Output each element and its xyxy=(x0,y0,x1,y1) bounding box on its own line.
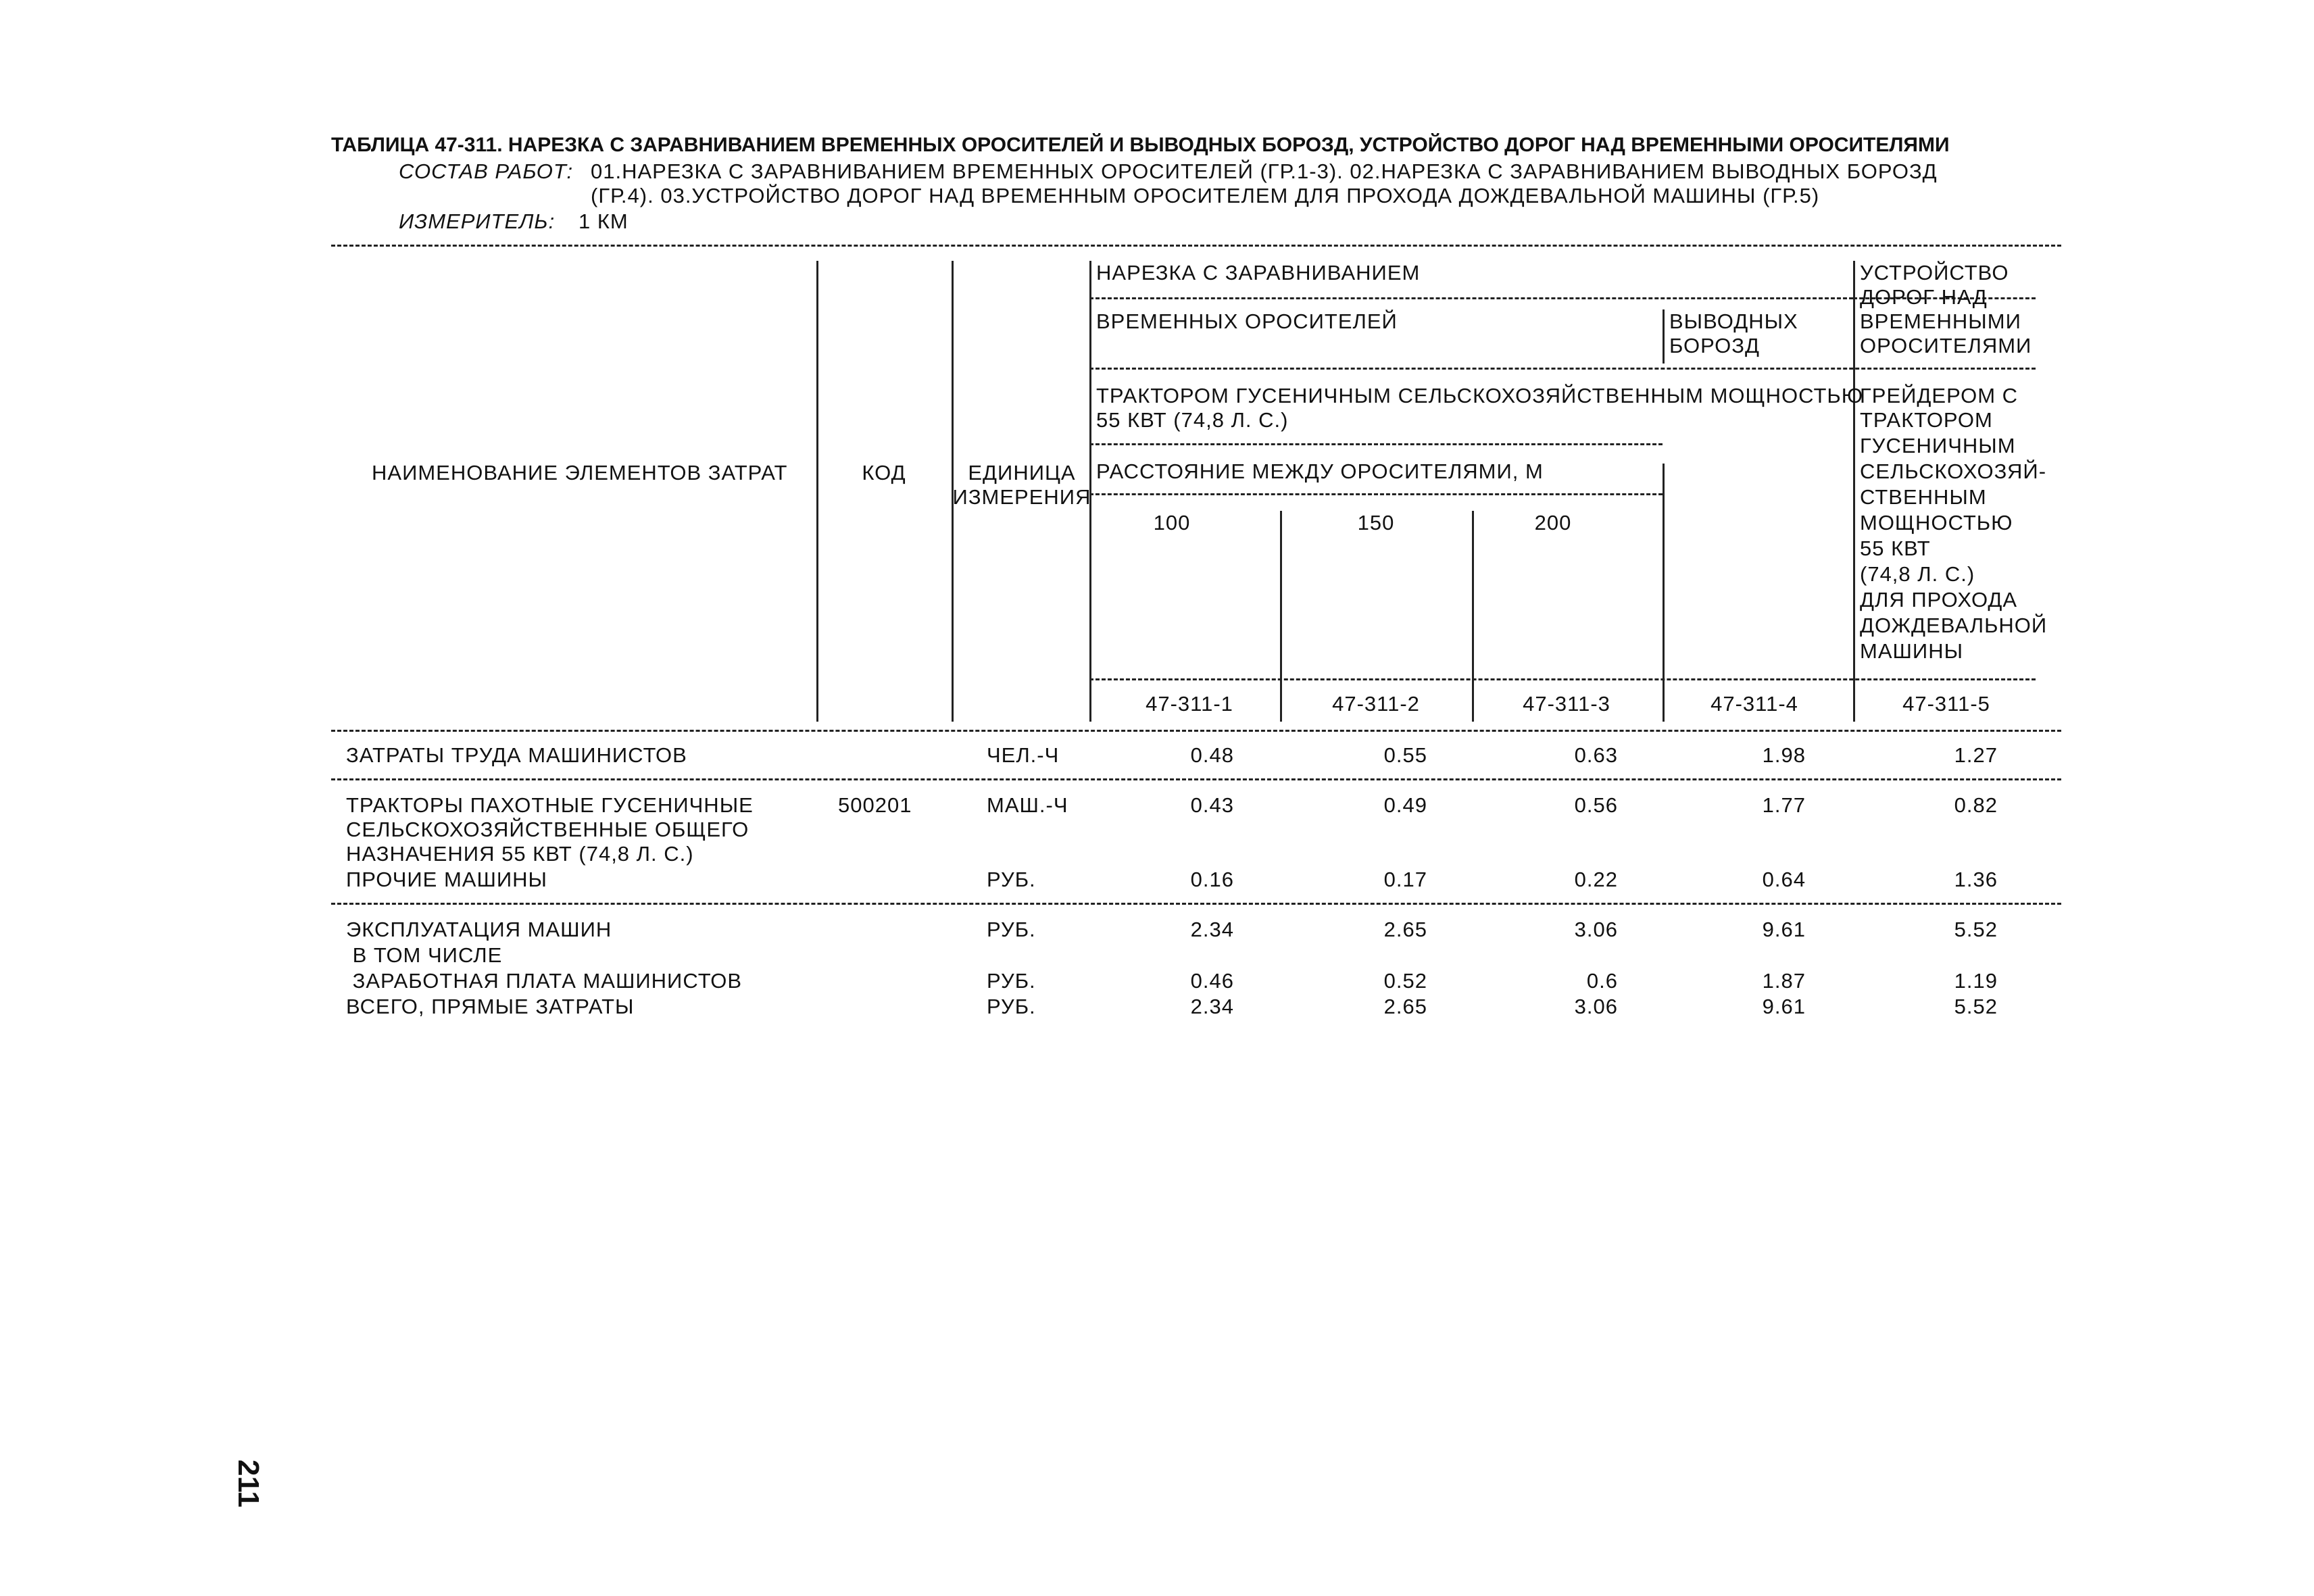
row-other-v1: 0.16 xyxy=(1190,868,1234,891)
col-divider-200 xyxy=(1472,511,1474,722)
row-labor-v4: 1.98 xyxy=(1762,743,1806,767)
header-grader-11: МАШИНЫ xyxy=(1860,639,1964,663)
rule-above-codes xyxy=(1089,678,2036,680)
row-wages-v1: 0.46 xyxy=(1190,969,1234,993)
col-divider-road xyxy=(1853,261,1855,722)
header-grader-4: СЕЛЬСКОХОЗЯЙ- xyxy=(1860,459,2047,483)
row-wages-v3: 0.6 xyxy=(1586,969,1618,993)
row-other-unit: РУБ. xyxy=(987,868,1036,891)
row-wages-v5: 1.19 xyxy=(1954,969,1998,993)
row-tractors-v2: 0.49 xyxy=(1383,793,1427,817)
row-rule-1 xyxy=(331,778,2061,780)
row-other-v5: 1.36 xyxy=(1954,868,1998,891)
row-total-name: ВСЕГО, ПРЯМЫЕ ЗАТРАТЫ xyxy=(346,995,635,1018)
col-divider-name xyxy=(816,261,818,722)
row-total-v1: 2.34 xyxy=(1190,995,1234,1018)
row-wages-name: ЗАРАБОТНАЯ ПЛАТА МАШИНИСТОВ xyxy=(346,969,743,993)
header-distance: РАССТОЯНИЕ МЕЖДУ ОРОСИТЕЛЯМИ, М xyxy=(1096,459,1544,483)
header-code-col: КОД xyxy=(862,461,906,484)
row-total-v4: 9.61 xyxy=(1762,995,1806,1018)
row-tractors-v3: 0.56 xyxy=(1574,793,1618,817)
works-line-1: 01.НАРЕЗКА С ЗАРАВНИВАНИЕМ ВРЕМЕННЫХ ОРОСИТЕЛЕЙ (ГР.1-3). 02.НАРЕЗКА С ЗАРАВНИВАНИЕМ ВЫВОДНЫХ БОРОЗД xyxy=(591,159,1938,183)
table-title: ТАБЛИЦА 47-311. НАРЕЗКА С ЗАРАВНИВАНИЕМ ВРЕМЕННЫХ ОРОСИТЕЛЕЙ И ВЫВОДНЫХ БОРОЗД, УСТРОЙСТВО ДОРОГ НАД ВРЕМЕННЫМИ ОРОСИТЕЛЯМИ xyxy=(331,134,1950,156)
col-divider-outlet xyxy=(1663,464,1665,722)
col-divider-150 xyxy=(1280,511,1282,722)
row-including-name: В ТОМ ЧИСЛЕ xyxy=(346,943,503,967)
header-sub-outlet-1: ВЫВОДНЫХ xyxy=(1669,309,1798,333)
code-col-4: 47-311-4 xyxy=(1710,692,1798,716)
row-operation-unit: РУБ. xyxy=(987,918,1036,941)
header-grader-5: СТВЕННЫМ xyxy=(1860,485,1987,509)
row-labor-v1: 0.48 xyxy=(1190,743,1234,767)
row-labor-name: ЗАТРАТЫ ТРУДА МАШИНИСТОВ xyxy=(346,743,687,767)
row-total-v5: 5.52 xyxy=(1954,995,1998,1018)
row-other-v3: 0.22 xyxy=(1574,868,1618,891)
table-top-rule xyxy=(331,245,2061,247)
row-tractors-unit: МАШ.-Ч xyxy=(987,793,1068,817)
row-operation-v3: 3.06 xyxy=(1574,918,1618,941)
header-grader-1: ГРЕЙДЕРОМ С xyxy=(1860,384,2019,407)
header-grader-9: ДЛЯ ПРОХОДА xyxy=(1860,588,2018,612)
header-sub-outlet-2: БОРОЗД xyxy=(1669,334,1760,357)
header-bottom-rule xyxy=(331,730,2061,732)
row-operation-name: ЭКСПЛУАТАЦИЯ МАШИН xyxy=(346,918,612,941)
row-tractors-code: 500201 xyxy=(838,793,912,817)
row-tractors-name-1: ТРАКТОРЫ ПАХОТНЫЕ ГУСЕНИЧНЫЕ xyxy=(346,793,754,817)
header-grader-8: (74,8 Л. С.) xyxy=(1860,562,1975,586)
works-label: СОСТАВ РАБОТ: xyxy=(399,159,574,183)
measure-label: ИЗМЕРИТЕЛЬ: xyxy=(399,209,556,233)
row-labor-v5: 1.27 xyxy=(1954,743,1998,767)
row-total-v3: 3.06 xyxy=(1574,995,1618,1018)
header-tractor-1: ТРАКТОРОМ ГУСЕНИЧНЫМ СЕЛЬСКОХОЗЯЙСТВЕННЫМ МОЩНОСТЬЮ xyxy=(1096,384,1864,407)
row-rule-2 xyxy=(331,903,2061,905)
col-divider-outlet-top xyxy=(1663,309,1665,364)
row-tractors-v1: 0.43 xyxy=(1190,793,1234,817)
row-wages-v4: 1.87 xyxy=(1762,969,1806,993)
code-col-2: 47-311-2 xyxy=(1332,692,1420,716)
header-road-2: ДОРОГ НАД xyxy=(1860,285,1988,309)
header-tractor-2: 55 КВТ (74,8 Л. С.) xyxy=(1096,408,1289,432)
row-operation-v5: 5.52 xyxy=(1954,918,1998,941)
header-road-4: ОРОСИТЕЛЯМИ xyxy=(1860,334,2032,357)
header-road-3: ВРЕМЕННЫМИ xyxy=(1860,309,2021,333)
header-dist-150: 150 xyxy=(1357,511,1395,534)
header-grader-3: ГУСЕНИЧНЫМ xyxy=(1860,434,2016,457)
row-wages-unit: РУБ. xyxy=(987,969,1036,993)
row-total-unit: РУБ. xyxy=(987,995,1036,1018)
code-col-1: 47-311-1 xyxy=(1146,692,1233,716)
row-wages-v2: 0.52 xyxy=(1383,969,1427,993)
rule-under-distance xyxy=(1089,493,1663,495)
header-group-cutting: НАРЕЗКА С ЗАРАВНИВАНИЕМ xyxy=(1096,261,1421,284)
code-col-5: 47-311-5 xyxy=(1902,692,1990,716)
header-dist-100: 100 xyxy=(1153,511,1191,534)
row-total-v2: 2.65 xyxy=(1383,995,1427,1018)
row-operation-v4: 9.61 xyxy=(1762,918,1806,941)
row-other-v2: 0.17 xyxy=(1383,868,1427,891)
row-tractors-name-2: СЕЛЬСКОХОЗЯЙСТВЕННЫЕ ОБЩЕГО xyxy=(346,818,749,841)
header-grader-2: ТРАКТОРОМ xyxy=(1860,408,1993,432)
row-tractors-name-3: НАЗНАЧЕНИЯ 55 КВТ (74,8 Л. С.) xyxy=(346,842,694,866)
row-labor-unit: ЧЕЛ.-Ч xyxy=(987,743,1060,767)
row-labor-v3: 0.63 xyxy=(1574,743,1618,767)
row-tractors-v4: 1.77 xyxy=(1762,793,1806,817)
header-grader-7: 55 КВТ xyxy=(1860,537,1931,560)
row-operation-v1: 2.34 xyxy=(1190,918,1234,941)
rule-under-cutting xyxy=(1089,297,1853,299)
header-unit-col-2: ИЗМЕРЕНИЯ xyxy=(952,485,1091,509)
works-line-2: (ГР.4). 03.УСТРОЙСТВО ДОРОГ НАД ВРЕМЕННЫМ ОРОСИТЕЛЕМ ДЛЯ ПРОХОДА ДОЖДЕВАЛЬНОЙ МАШИНЫ (ГР.5) xyxy=(591,184,1820,207)
rule-under-tractor xyxy=(1089,443,1663,445)
header-road-1: УСТРОЙСТВО xyxy=(1860,261,2009,284)
header-dist-200: 200 xyxy=(1534,511,1572,534)
row-other-name: ПРОЧИЕ МАШИНЫ xyxy=(346,868,547,891)
header-sub-temporary: ВРЕМЕННЫХ ОРОСИТЕЛЕЙ xyxy=(1096,309,1398,333)
row-tractors-v5: 0.82 xyxy=(1954,793,1998,817)
header-unit-col-1: ЕДИНИЦА xyxy=(968,461,1076,484)
header-name-col: НАИМЕНОВАНИЕ ЭЛЕМЕНТОВ ЗАТРАТ xyxy=(372,461,788,484)
row-other-v4: 0.64 xyxy=(1762,868,1806,891)
header-grader-6: МОЩНОСТЬЮ xyxy=(1860,511,2013,534)
page-number: 211 xyxy=(232,1460,265,1507)
code-col-3: 47-311-3 xyxy=(1523,692,1610,716)
row-operation-v2: 2.65 xyxy=(1383,918,1427,941)
measure-value: 1 КМ xyxy=(578,209,629,233)
row-labor-v2: 0.55 xyxy=(1383,743,1427,767)
rule-under-subgroups xyxy=(1089,368,2036,370)
header-grader-10: ДОЖДЕВАЛЬНОЙ xyxy=(1860,614,2048,637)
